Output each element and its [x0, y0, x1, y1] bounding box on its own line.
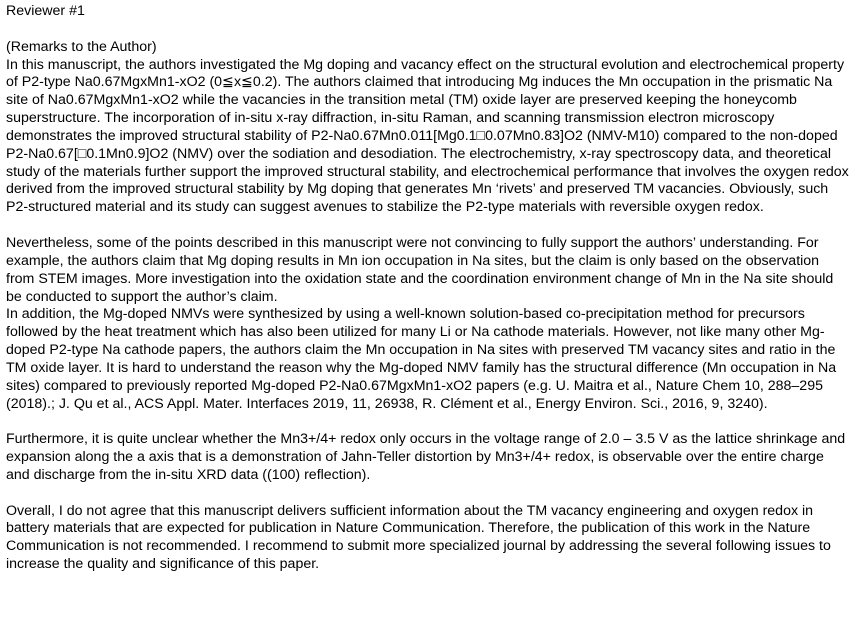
spacer — [6, 21, 850, 39]
conclusion-paragraph: Overall, I do not agree that this manuscript delivers sufficient information about the TM vacancy engineering and oxygen redox in battery materials that are expected for publication in Nature Communication. Therefore, the publication of this work in the Nature Communication is not recommended. I recommend to submit more specialized journal by addressing the several following issues to increase the quality and significance of this paper. — [6, 502, 831, 573]
reviewer-heading: Reviewer #1 — [6, 3, 85, 19]
remarks-label: (Remarks to the Author) — [6, 38, 157, 55]
concern-paragraph-3: Furthermore, it is quite unclear whether the Mn3+/4+ redox only occurs in the voltage range of 2.0 – 3.5 V as the lattice shrinkage and expansion along the a axis that is a demonstration of Jahn-Teller distortion by Mn3+/4+ redox, is observable over the entire charge and discharge from the in-situ XRD data ((100) reflection). — [6, 431, 846, 483]
spacer — [6, 485, 850, 503]
spacer — [6, 217, 850, 235]
spacer — [6, 413, 850, 431]
concern-paragraph-1: Nevertheless, some of the points described in this manuscript were not convincing to fully support the authors’ understanding. For example, the authors claim that Mg doping results in Mn ion occupation in Na sites, but the claim is only based on the observation from STEM images. More investigation into the oxidation state and the coordination environment change of Mn in the Na site should be conducted to support the author’s claim. — [6, 234, 834, 305]
concern-paragraph-2: In addition, the Mg-doped NMVs were synthesized by using a well-known solution-based co-precipitation method for precursors followed by the heat treatment which has also been utilized for many Li or Na cathode materials. However, not like many other Mg-doped P2-type Na cathode papers, the authors claim the Mn occupation in Na sites with preserved TM vacancy sites and ratio in the TM oxide layer. It is hard to understand the reason why the Mg-doped NMV family has the structural difference (Mn occupation in Na sites) compared to previously reported Mg-doped P2-Na0.67MgxMn1-xO2 papers (e.g. U. Maitra et al., Nature Chem 10, 288–295 (2018).; J. Qu et al., ACS Appl. Mater. Interfaces 2019, 11, 26938, R. Clément et al., Energy Environ. Sci., 2016, 9, 3240). — [6, 306, 837, 412]
summary-paragraph: In this manuscript, the authors investigated the Mg doping and vacancy effect on the structural evolution and electrochemical property of P2-type Na0.67MgxMn1-xO2 (0≦x≦0.2). The authors claimed that introducing Mg induces the Mn occupation in the prismatic Na site of Na0.67MgxMn1-xO2 while the vacancies in the transition metal (TM) oxide layer are preserved keeping the honeycomb superstructure. The incorporation of in-situ x-ray diffraction, in-situ Raman, and scanning transmission electron microscopy demonstrates the improved structural stability of P2-Na0.67Mn0.011[Mg0.1□0.07Mn0.83]O2 (NMV-M10) compared to the non-doped P2-Na0.67[□0.1Mn0.9]O2 (NMV) over the sodiation and desodiation. The electrochemistry, x-ray spectroscopy data, and theoretical study of the materials further support the improved structural stability, and electrochemical performance that involves the oxygen redox derived from the improved structural stability by Mg doping that generates Mn ‘rivets’ and preserved TM vacancies. Obviously, such P2-structured material and its study can suggest avenues to stabilize the P2-type materials with reversible oxygen redox. — [6, 56, 849, 216]
